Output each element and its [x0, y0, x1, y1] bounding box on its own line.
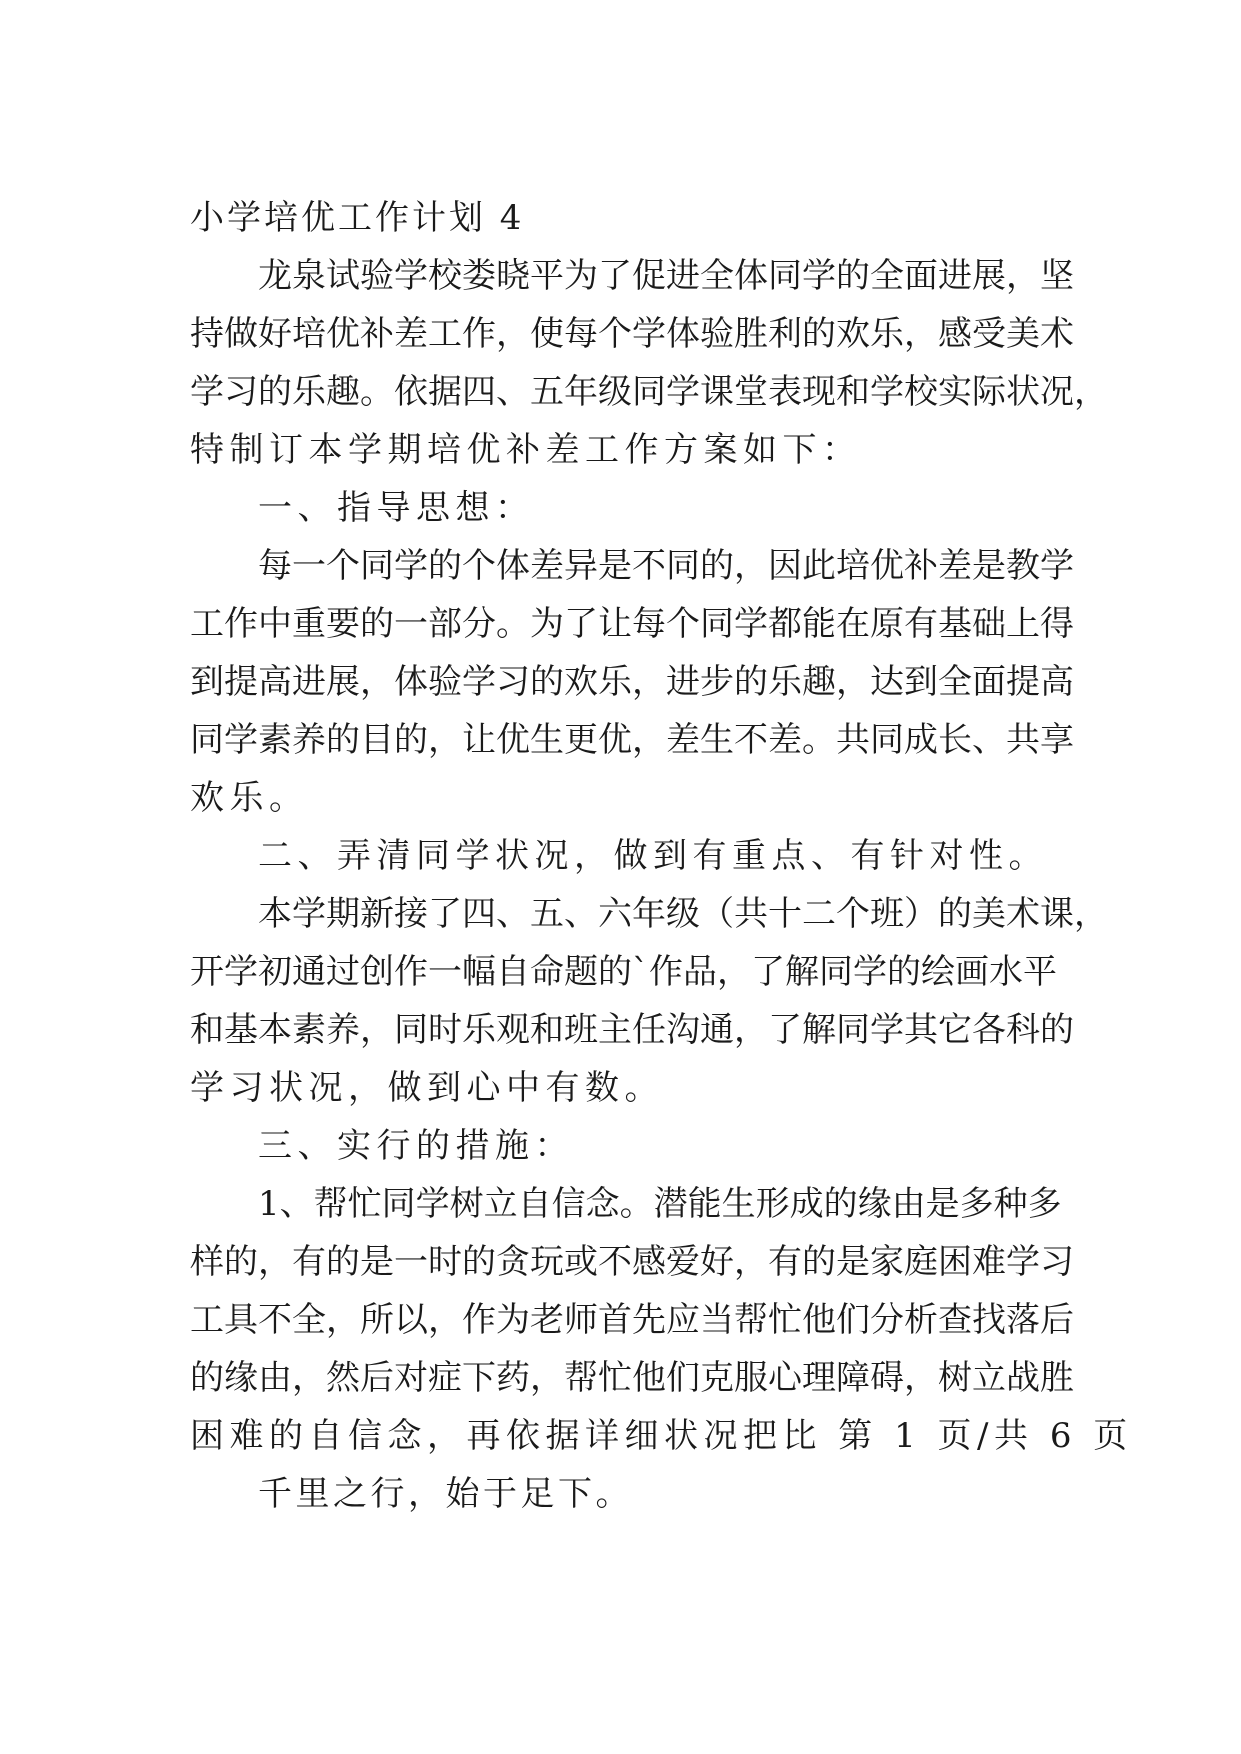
paragraph-line: 工作中重要的一部分。为了让每个同学都能在原有基础上得: [190, 604, 1074, 644]
paragraph-line: 本学期新接了四、五、六年级（共十二个班）的美术课，: [258, 894, 1108, 934]
paragraph-line: 每一个同学的个体差异是不同的，因此培优补差是教学: [258, 546, 1074, 586]
paragraph-line: 到提高进展，体验学习的欢乐，进步的乐趣，达到全面提高: [190, 662, 1074, 702]
section-heading: 一、指导思想：: [258, 488, 535, 528]
paragraph-line: 学习状况，做到心中有数。: [190, 1068, 664, 1108]
paragraph-line: 同学素养的目的，让优生更优，差生不差。共同成长、共享: [190, 720, 1074, 760]
paragraph-line: 持做好培优补差工作，使每个学体验胜利的欢乐，感受美术: [190, 314, 1074, 354]
paragraph-line: 特制订本学期培优补差工作方案如下：: [190, 430, 862, 470]
paragraph-line: 1、帮忙同学树立自信念。潜能生形成的缘由是多种多: [258, 1184, 1062, 1224]
section-heading: 三、实行的措施：: [258, 1126, 574, 1166]
paragraph-line: 工具不全，所以，作为老师首先应当帮忙他们分析查找落后: [190, 1300, 1074, 1340]
paragraph-line: 的缘由，然后对症下药，帮忙他们克服心理障碍，树立战胜: [190, 1358, 1074, 1398]
paragraph-line: 样的，有的是一时的贪玩或不感爱好，有的是家庭困难学习: [190, 1242, 1074, 1282]
paragraph-line: 和基本素养，同时乐观和班主任沟通，了解同学其它各科的: [190, 1010, 1074, 1050]
paragraph-line: 欢乐。: [190, 778, 309, 818]
paragraph-line: 龙泉试验学校娄晓平为了促进全体同学的全面进展，坚: [258, 256, 1074, 296]
footer-motto: 千里之行，始于足下。: [258, 1474, 633, 1514]
paragraph-line-with-page-number: 困难的自信念，再依据详细状况把比 第 1 页/共 6 页: [190, 1416, 1133, 1456]
paragraph-line: 学习的乐趣。依据四、五年级同学课堂表现和学校实际状况，: [190, 372, 1108, 412]
paragraph-line: 开学初通过创作一幅自命题的`作品，了解同学的绘画水平: [190, 952, 1057, 992]
document-title: 小学培优工作计划 4: [190, 198, 525, 238]
section-heading: 二、弄清同学状况，做到有重点、有针对性。: [258, 836, 1048, 876]
